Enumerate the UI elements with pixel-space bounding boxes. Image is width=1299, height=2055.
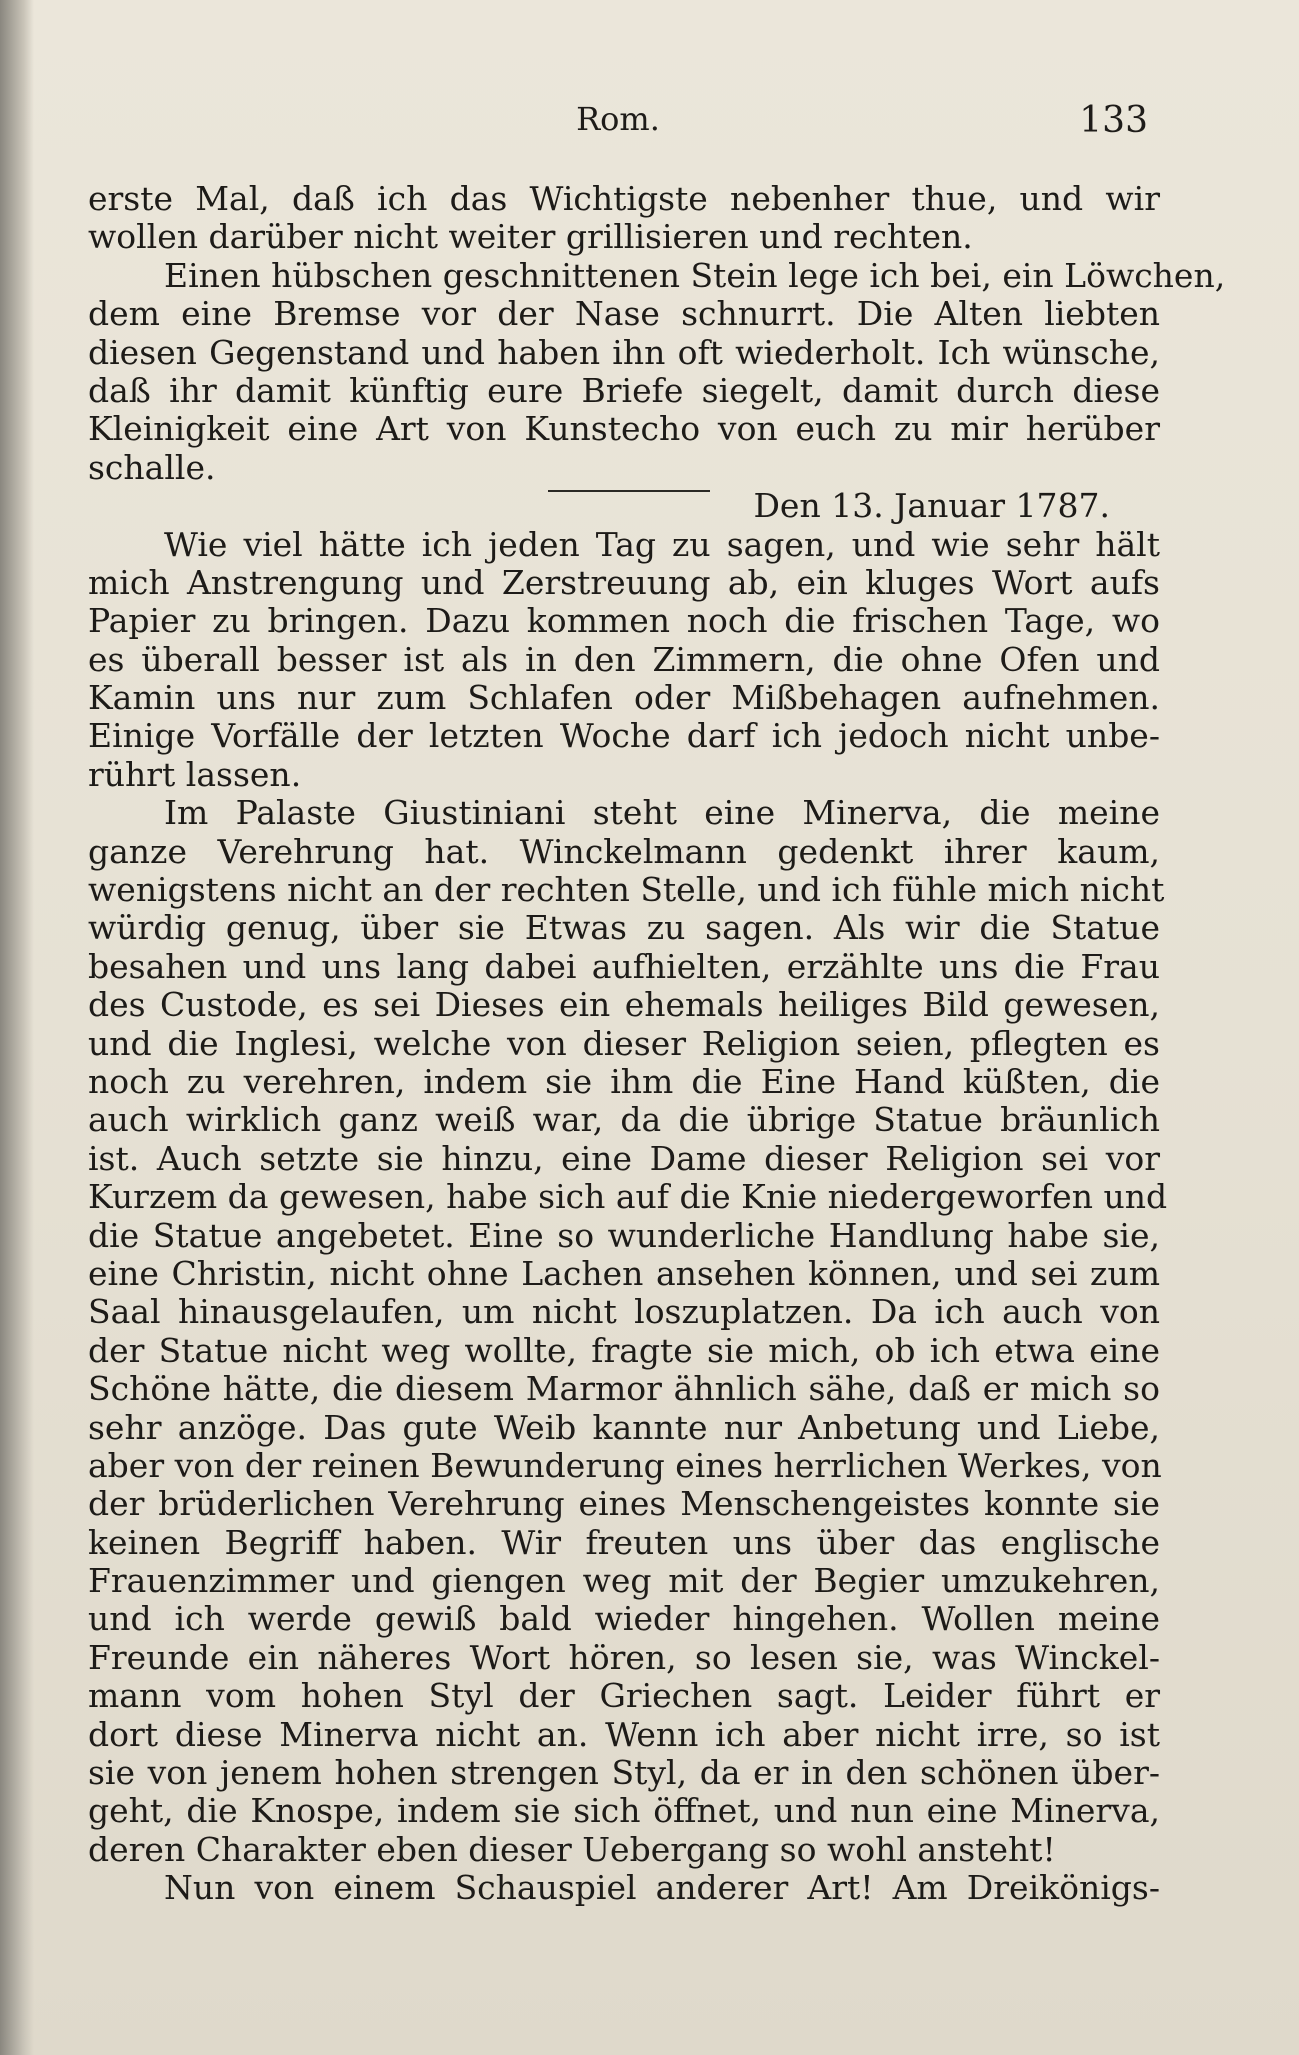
text-line: ganze Verehrung hat. Winckelmann gedenkt ihrer kaum, bbox=[88, 831, 1160, 871]
text-line: Einige Vorfälle der letzten Woche darf ich jedoch nicht unbe- bbox=[88, 716, 1160, 756]
text-line: mann vom hohen Styl der Griechen sagt. Leider führt er bbox=[88, 1676, 1160, 1716]
text-line: mich Anstrengung und Zerstreuung ab, ein kluges Wort aufs bbox=[88, 562, 1160, 602]
text-line: geht, die Knospe, indem sie sich öffnet, und nun eine Minerva, bbox=[88, 1791, 1160, 1831]
page-number: 133 bbox=[1079, 100, 1148, 141]
text-line: Wie viel hätte ich jeden Tag zu sagen, und wie sehr hält bbox=[164, 524, 1160, 564]
text-line: dem eine Bremse vor der Nase schnurrt. Die Alten liebten bbox=[88, 294, 1160, 334]
text-line: deren Charakter eben dieser Uebergang so wohl ansteht! bbox=[88, 1829, 1056, 1869]
text-line: auch wirklich ganz weiß war, da die übrige Statue bräunlich bbox=[88, 1100, 1160, 1140]
text-line: Einen hübschen geschnittenen Stein lege ich bei, ein Löwchen, bbox=[164, 255, 1226, 295]
text-line: sehr anzöge. Das gute Weib kannte nur Anbetung und Liebe, bbox=[88, 1407, 1160, 1447]
text-line: eine Christin, nicht ohne Lachen ansehen können, und sei zum bbox=[88, 1253, 1160, 1293]
text-line: der brüderlichen Verehrung eines Menschengeistes konnte sie bbox=[88, 1484, 1160, 1524]
text-line: Schöne hätte, die diesem Marmor ähnlich sähe, daß er mich so bbox=[88, 1369, 1160, 1409]
text-line: Den 13. Januar 1787. bbox=[753, 486, 1110, 526]
text-line: dort diese Minerva nicht an. Wenn ich aber nicht irre, so ist bbox=[88, 1714, 1160, 1754]
text-line: aber von der reinen Bewunderung eines herrlichen Werkes, von bbox=[88, 1445, 1162, 1485]
body-text bbox=[88, 179, 1226, 1908]
text-line: wollen darüber nicht weiter grillisieren und rechten. bbox=[88, 217, 973, 257]
text-line: Im Palaste Giustiniani steht eine Minerva, die meine bbox=[164, 793, 1160, 833]
page-binding-shadow bbox=[0, 0, 34, 2055]
text-line: es überall besser ist als in den Zimmern, die ohne Ofen und bbox=[88, 639, 1160, 679]
text-line: Kamin uns nur zum Schlafen oder Mißbehagen aufnehmen. bbox=[88, 678, 1160, 718]
text-line: Kleinigkeit eine Art von Kunstecho von euch zu mir herüber bbox=[88, 409, 1160, 449]
text-line: noch zu verehren, indem sie ihm die Eine Hand küßten, die bbox=[88, 1061, 1160, 1101]
text-line: Frauenzimmer und giengen weg mit der Begier umzukehren, bbox=[88, 1561, 1160, 1601]
text-line: erste Mal, daß ich das Wichtigste nebenher thue, und wir bbox=[88, 179, 1160, 218]
text-line: und die Inglesi, welche von dieser Religion seien, pflegten es bbox=[88, 1023, 1160, 1063]
text-line: besahen und uns lang dabei aufhielten, erzählte uns die Frau bbox=[88, 946, 1160, 986]
text-line: Papier zu bringen. Dazu kommen noch die frischen Tage, wo bbox=[88, 601, 1160, 641]
text-line: daß ihr damit künftig eure Briefe siegelt, damit durch diese bbox=[88, 370, 1160, 410]
text-line: keinen Begriff haben. Wir freuten uns über das englische bbox=[88, 1522, 1160, 1562]
text-line: diesen Gegenstand und haben ihn oft wiederholt. Ich wünsche, bbox=[88, 332, 1160, 372]
text-line: Saal hinausgelaufen, um nicht loszuplatzen. Da ich auch von bbox=[88, 1292, 1160, 1332]
text-line: Nun von einem Schauspiel anderer Art! Am Dreikönigs- bbox=[164, 1868, 1160, 1908]
text-line: ist. Auch setzte sie hinzu, eine Dame dieser Religion sei vor bbox=[88, 1138, 1160, 1178]
page-header bbox=[88, 100, 1148, 150]
text-line: und ich werde gewiß bald wieder hingehen. Wollen meine bbox=[88, 1599, 1160, 1639]
text-line: der Statue nicht weg wollte, fragte sie mich, ob ich etwa eine bbox=[88, 1330, 1160, 1370]
text-line: würdig genug, über sie Etwas zu sagen. Als wir die Statue bbox=[88, 908, 1160, 948]
text-line: schalle. bbox=[88, 447, 216, 487]
text-line: rührt lassen. bbox=[88, 754, 302, 794]
text-line: die Statue angebetet. Eine so wunderliche Handlung habe sie, bbox=[88, 1215, 1160, 1255]
text-line: des Custode, es sei Dieses ein ehemals heiliges Bild gewesen, bbox=[88, 985, 1160, 1025]
running-head: Rom. bbox=[576, 100, 660, 138]
text-line: Kurzem da gewesen, habe sich auf die Knie niedergeworfen und bbox=[88, 1177, 1168, 1217]
text-line: Freunde ein näheres Wort hören, so lesen sie, was Winckel- bbox=[88, 1637, 1160, 1677]
text-line: sie von jenem hohen strengen Styl, da er in den schönen über- bbox=[88, 1753, 1160, 1793]
text-line: wenigstens nicht an der rechten Stelle, und ich fühle mich nicht bbox=[88, 870, 1165, 910]
